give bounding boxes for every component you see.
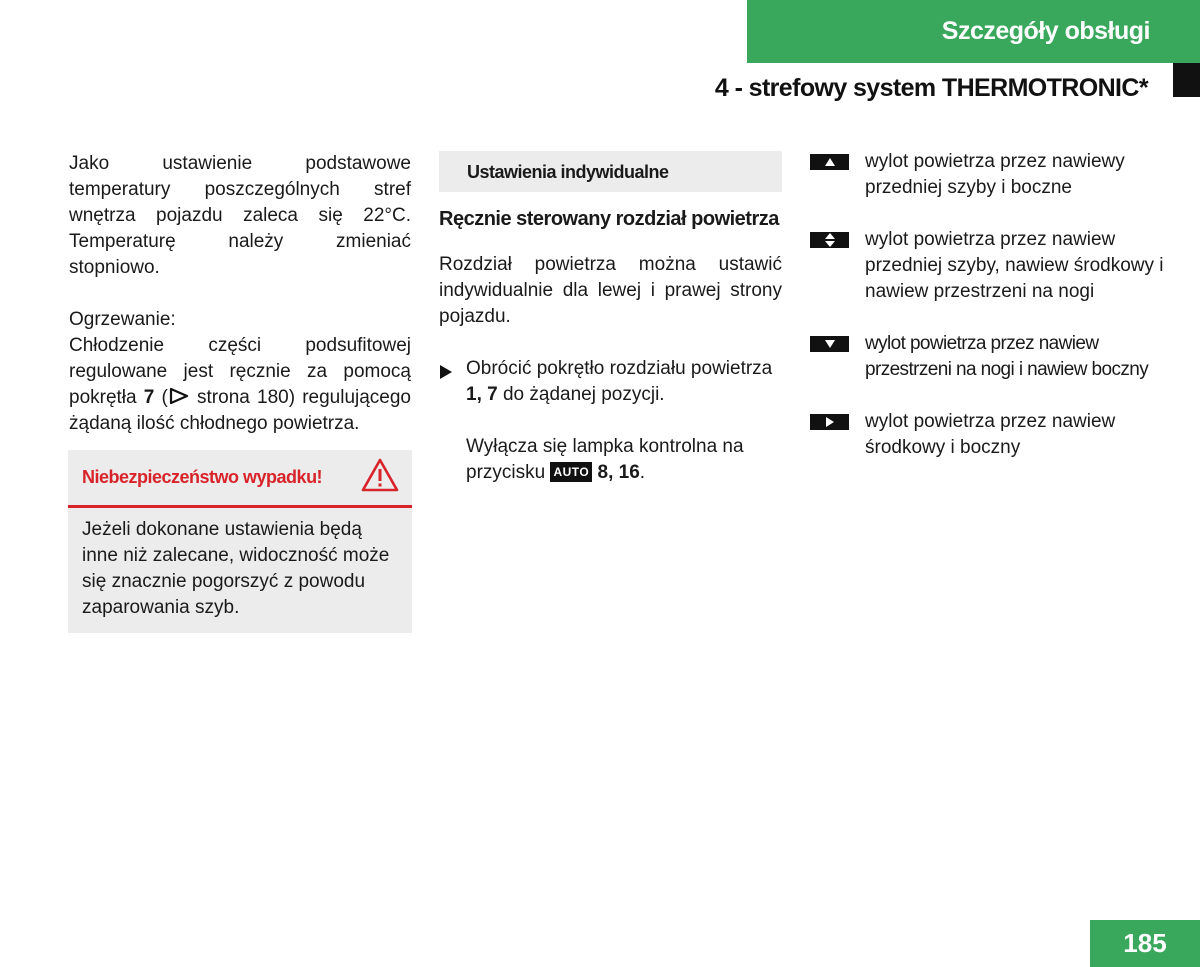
lamp-end: . [639,462,646,483]
individual-settings-box [439,151,782,192]
instruction-step [439,356,782,408]
instruction-text [466,356,782,408]
mode-text: wylot powietrza przez nawiew przedniej szyby, nawiew środkowy i nawiew przestrzeni na nogi [865,229,1164,302]
intro-paragraph: Jako ustawienie podstawowe temperatury poszczególnych stref wnętrza pojazdu zaleca się 22°C. Temperaturę należy zmieniać stopniowo. [69,153,411,278]
lamp-buttons: 8, 16 [597,462,640,483]
arrow-down-icon [810,336,849,352]
instruction-tail: do żądanej pozycji. [502,384,665,405]
warning-header [68,450,412,508]
auto-button-icon: AUTO [550,462,592,482]
instruction-knobs: 1, 7 [466,384,498,405]
mode-item [810,409,1170,461]
cooling-knob-number: 7 [143,387,155,408]
cooling-ref-open: ( [161,387,168,408]
mode-item [810,331,1170,383]
heating-label: Ogrzewanie: [69,309,176,330]
air-distribution-heading: Ręcznie sterowany rozdział powietrza [439,208,779,230]
lamp-paragraph [439,434,782,486]
mode-text: wylot powietrza przez nawiewy przedniej szyby i boczne [865,151,1125,198]
mode-item [810,149,1170,201]
instruction-main: Obrócić pokrętło rozdziału powietrza [466,358,773,379]
arrow-up-icon [810,154,849,170]
warning-triangle-icon [360,457,400,498]
section-tab [747,0,1200,63]
right-column [810,149,1170,487]
section-title: Szczegóły obsługi [941,17,1150,45]
warning-body: Jeżeli dokonane ustawienia będą inne niż zalecane, widoczność może się znacznie pogorszyć z powodu zaparowania szyb. [82,519,390,618]
cooling-text-after: strona 180) regulującego żądaną ilość chłodnego powietrza. [69,387,412,434]
air-distribution-paragraph: Rozdział powietrza można ustawić indywidualnie dla lewej i prawej strony pojazdu. [439,254,782,327]
page-reference-icon [168,387,190,408]
middle-column [439,151,782,486]
bullet-triangle-icon [439,356,466,408]
warning-title: Niebezpieczeństwo wypadku! [82,467,323,487]
page-heading: 4 - strefowy system THERMOTRONIC* [714,74,1148,102]
individual-settings-title: Ustawienia indywidualne [467,161,669,182]
arrow-up-down-icon [810,232,849,248]
arrow-right-icon [810,414,849,430]
lamp-text: Wyłącza się lampka kontrolna na przycisku [466,436,744,483]
page-marker [1173,63,1200,97]
page-number-value: 185 [1123,928,1167,958]
mode-text: wylot powietrza przez nawiew środkowy i boczny [865,411,1116,458]
mode-item [810,227,1170,305]
cooling-paragraph [69,333,411,437]
mode-text: wylot powietrza przez nawiew przestrzeni na nogi i nawiew boczny [865,333,1149,380]
cooling-text: Chłodzenie części podsufitowej regulowane jest ręcznie za pomocą pokrętła [69,335,411,408]
warning-box [68,450,412,633]
page-number [1090,920,1200,967]
left-column [69,151,411,437]
